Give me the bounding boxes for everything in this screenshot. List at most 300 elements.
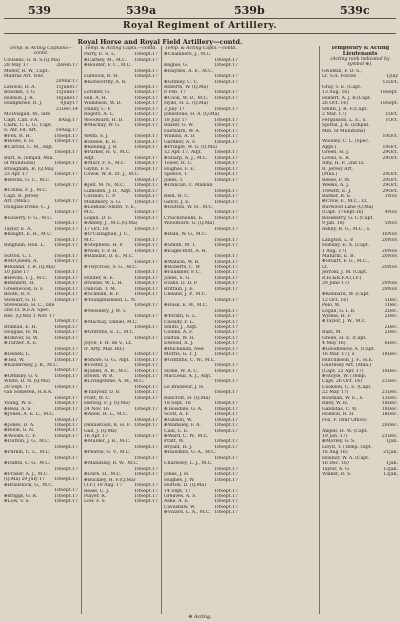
entry-date: 18Sept.17: [214, 477, 238, 483]
entry-name: Lubbock, R. H.: [84, 74, 119, 80]
entry-name: Lumsden, J. D., Adjt.: [84, 188, 132, 194]
entry-date: 2Dec.: [384, 330, 398, 336]
entry-date: 21Dec.: [381, 433, 398, 439]
entry-date: 18Sept.17: [134, 188, 158, 194]
entry-name: Greenwood, G. F.: [4, 286, 44, 292]
entry-date: 18Sept.17: [134, 166, 158, 172]
entry-name: ⊕Carroll, C. M., Adjt.: [4, 144, 54, 150]
entry-date: 18Sept.17: [54, 183, 78, 189]
entry-date: 1Jan.: [386, 439, 398, 445]
entry-date: 18Sept.17: [54, 493, 78, 499]
entry-date: 18Sept.17: [214, 472, 238, 478]
entry-name: Dalton, W. H.: [164, 335, 195, 341]
entry-name: ⊕Mulder, J. R., M.C.: [84, 439, 131, 445]
entry-date: 18Sept.17: [134, 226, 158, 232]
entry-date: 18Sept.17: [134, 303, 158, 309]
entry-name: ⊕Newbery, J. W. T.: [84, 308, 127, 314]
entry-name: Bryant, H. J.: [164, 444, 193, 450]
entry-date: 18Sept.17: [214, 488, 238, 494]
entry-name: 4 May 16): [322, 341, 346, 347]
entry-name: ⊕Haynes, A. E., M.C.: [164, 68, 214, 74]
entry-date: 18Sept.17: [134, 57, 158, 63]
entry-name: 28 May 17: [4, 63, 29, 69]
entry-date: 13Dec.: [381, 395, 398, 401]
entry-date: 18Sept.17: [214, 194, 238, 200]
entry-name: ⊕McQueen, A.: [4, 259, 38, 265]
entry-name: Gardner, A. F.: [164, 139, 197, 145]
entry-name: Fairbairn, W. A.: [164, 128, 201, 134]
entry-date: 18Sept.17: [214, 341, 238, 347]
entry-name: ⊕Pringle, W. G. (Q.Ma): [164, 145, 217, 150]
column-4: [322, 46, 398, 614]
entry-date: 18Sept.17: [54, 444, 78, 450]
entry-name: Wilkins, A. D.: [164, 134, 196, 140]
column-1-heading: Temp. & Acting Captains—contd.: [9, 46, 73, 57]
column-2: [84, 46, 158, 614]
entry-name: Smith, J., Adjt.: [164, 324, 198, 330]
entry-name: (Capt. 17Sept.16): [322, 210, 364, 216]
header-bottom-rule: [4, 33, 396, 34]
entry-name: Gabbitas, C. W.: [322, 406, 358, 412]
entry-name: ⊕Sharp, A. J., M.C.: [164, 155, 208, 161]
entry-name: 12 Oct. 16): [322, 297, 349, 303]
entry-date: 18Sept.17: [134, 406, 158, 412]
entry-name: R. Jersey Art.: [322, 166, 354, 172]
entry-date: 18Sept.17: [214, 324, 238, 330]
entry-date: 18Sept.17: [134, 499, 158, 505]
entry-date: 1Nov.: [384, 194, 398, 200]
entry-date: 18Sept.17: [214, 95, 238, 101]
entry-date: 18Sept.17: [134, 466, 158, 472]
entry-name: Hobday, E. A. (Capt.: [322, 243, 370, 249]
entry-date: 18Sept.17: [134, 292, 158, 298]
entry-date: 18Sept.17: [214, 123, 238, 129]
entry-date: 18Sept.17: [134, 117, 158, 123]
entry-name: White, D. N. (Q.Ma): [4, 379, 50, 385]
entry-row: [4, 499, 78, 504]
entry-date: 21Dec.: [381, 390, 398, 396]
entry-name: ⊕Hutton, W. H., M.C.: [164, 204, 214, 210]
entry-date: 18Sept.17: [54, 150, 78, 156]
entry-name: Fergusson, L. E., s.: [322, 117, 367, 123]
entry-date: 18Sept.17: [54, 368, 78, 374]
entry-date: 18Sept.17: [134, 488, 158, 494]
entry-name: Stone, W. A. C.: [164, 368, 199, 374]
entry-date: 18Sept.17: [214, 401, 238, 407]
entry-date: 18Sept.17: [134, 357, 158, 363]
entry-name: Green, H. E. (Capt.: [322, 335, 367, 341]
entry-name: ⊕Kindersley, J. B., M.C.: [4, 362, 59, 368]
entry-name: Pratt, W. C.: [84, 395, 111, 401]
entry-name: Jones, S. G.: [164, 275, 191, 281]
entry-date: 18Sept.17: [54, 281, 78, 287]
entry-name: Burwood Lane (Q.Ma): [322, 204, 374, 210]
entry-name: Gray, T. E. (Capt.: [322, 84, 362, 90]
entry-name: Cookson, C. E. (Capt.: [322, 384, 372, 390]
entry-date: 18Sept.17: [214, 177, 238, 183]
entry-name: Brown, W. R.: [84, 374, 114, 380]
entry-name: Woodward, H. D.: [84, 117, 124, 123]
entry-name: ⊕Rusk, E. W., M.C.: [164, 303, 208, 309]
entry-name: Webb, S. J.: [84, 134, 109, 140]
entry-date: 29Oct.: [382, 183, 398, 189]
entry-date: 18Sept.17: [214, 499, 238, 505]
entry-name: Riley, W. H.: [322, 401, 349, 407]
footer-note: ⊕ Acting.: [188, 614, 212, 620]
entry-name: ⊕Tallyour, D. B.: [84, 390, 121, 396]
entry-date: 18Sept.17: [54, 477, 78, 483]
entry-name: Hunter, R. E.: [84, 275, 115, 281]
entry-name: S. Afr. Fd. Art.: [4, 128, 38, 134]
entry-date: 10Oct.: [382, 134, 398, 140]
entry-name: Jones, T.: [164, 177, 184, 183]
entry-date: 13Jan.: [383, 472, 398, 478]
entry-date: 18Sept.17: [54, 297, 78, 303]
column-divider-3: [319, 46, 320, 614]
entry-name: ⊕Taylor, J. W., M.C.: [322, 319, 367, 325]
entry-name: 22 May 17): [322, 390, 349, 396]
entry-date: 18Sept.17: [214, 79, 238, 85]
entry-name: ⊕Watson, W. R.: [164, 259, 200, 265]
entry-date: 18Sept.17: [134, 374, 158, 380]
entry-name: Gall, J. (Q.Ma): [84, 428, 117, 434]
entry-name: Hubert, A. J. B.(Capt.: [322, 95, 372, 101]
entry-row: [322, 472, 398, 477]
entry-name: Honnor, W. A. (Capt.: [322, 455, 370, 461]
entry-date: 18Sept.17: [134, 455, 158, 461]
entry-name: ⊕Teasdale, G. A.: [164, 406, 203, 412]
entry-date: 18Sept.17: [54, 357, 78, 363]
entry-date: 18Sept.17: [214, 406, 238, 412]
entry-date: 18Sept.17: [214, 134, 238, 140]
entry-name: ⊕Faulkner, P. C.: [164, 270, 201, 276]
entry-name: McDougall, M., late: [4, 112, 51, 118]
entry-date: 18Sept.17: [54, 161, 78, 167]
entry-name: Hughes, F. E.: [164, 166, 196, 172]
entry-date: 18Sept.17: [54, 259, 78, 265]
entry-name: ⊕Buchanan, Neil: [164, 346, 204, 352]
entry-name: Logan, D. E.: [84, 215, 113, 221]
entry-name: Hodson, R. H.: [322, 412, 355, 418]
entry-name: Begbie, G.: [164, 63, 189, 69]
entry-date: 18Sept.17: [134, 52, 158, 58]
entry-name: ⊕Mandslay, R. W., M.C.: [84, 461, 139, 467]
entry-date: 18Sept.17: [134, 335, 158, 341]
entry-name: Baxter, G. W.: [164, 123, 194, 129]
entry-name: ⊕Roberts, C. W.: [164, 264, 201, 270]
entry-name: Johnstone, H. A. (Q.Ma): [164, 112, 220, 118]
entry-name: Walker, R. S.: [322, 472, 352, 478]
entry-date: 18Sept.17: [214, 455, 238, 461]
entry-date: 18Sept.17: [54, 455, 78, 461]
entry-name: Rabi, M.: [322, 330, 342, 336]
entry-name: Stewart, G. D.: [4, 297, 37, 303]
entry-date: 18Sept.17: [134, 161, 158, 167]
column-2-heading: Temp. & Acting Capts.—contd.: [85, 46, 157, 51]
entry-date: 18Sept.17: [54, 133, 78, 139]
entry-date: 18Sept.17: [214, 504, 238, 510]
entry-date: 18Sept.17: [134, 363, 158, 369]
entry-name: Bancroft, H. (Q.Ma): [164, 395, 211, 401]
entry-name: ⊕Abbey, J., M.C.(Q.Ma): [84, 221, 138, 227]
entry-name: 29 June 17): [322, 281, 349, 287]
entry-date: 18Sept.17: [214, 63, 238, 69]
entry-name: Bingham, Hon. L.: [4, 243, 45, 248]
entry-date: 18Sept.17: [134, 85, 158, 91]
entry-date: 18Sept.17: [134, 134, 158, 140]
entry-date: 18Sept.17: [134, 68, 158, 74]
entry-name: ⊕Kenworthy, A. R.: [84, 79, 127, 85]
entry-date: 18Sept.17: [54, 384, 78, 390]
entry-name: ⊕Bennett, H.: [4, 281, 35, 287]
entry-name: Collins, A. F.: [164, 330, 194, 336]
entry-name: Lt.: [322, 264, 329, 270]
entry-date: 18Sept.17: [54, 373, 78, 379]
entry-date: 18Sept.17: [134, 395, 158, 401]
entry-name: Fox, F. (War Office): [322, 417, 367, 423]
entry-name: ⊕Noel, F. P. H.: [84, 248, 118, 254]
entry-date: 18Sept.17: [214, 352, 238, 358]
entry-date: 4Nov.: [384, 210, 398, 216]
entry-date: 18Sept.17: [134, 112, 158, 118]
entry-date: 18Sept.17: [54, 319, 78, 325]
entry-date: 18Sept.17: [134, 483, 158, 489]
entry-name: ⊕Knight, E. H., M.C.: [4, 232, 53, 238]
entry-name: ⊕Youngbusband, L. N.: [84, 297, 137, 303]
entry-name: Clark, C. L. G., Capt.: [4, 123, 53, 129]
entry-date: 18Sept.17: [134, 417, 158, 423]
entry-name: Burt, A. (Empld. Min.: [4, 155, 54, 161]
entry-name: ⊕Beal, A. S.: [4, 406, 32, 412]
entry-date: 29Oct.: [382, 172, 398, 178]
entry-date: 29Oct.: [382, 188, 398, 194]
entry-date: 18Sept.17: [54, 286, 78, 292]
entry-name: ⊕Dutton, J. G., M.C.: [4, 439, 51, 445]
entry-name: ⊕Bevan, G. C., M.C.: [4, 177, 51, 183]
entry-name: Ashby, R. G., M.C., s.: [322, 226, 371, 232]
entry-date: 18Sept.17: [54, 417, 78, 423]
entry-name: ⊕Boulter, F. C., M.C.: [84, 63, 132, 69]
entry-name: Amy, H. P., 2nd Lt.: [322, 161, 365, 167]
entry-name: ⊕Shore, G. G., Adjt.: [84, 357, 130, 363]
entry-name: ⊕Abell, H. L., M.C.: [84, 412, 129, 418]
entry-name: 19 Jan. 17): [322, 433, 348, 439]
entry-name: Maturin, E. B.: [322, 254, 355, 259]
entry-name: ⊕Bain, W. G., M.C.: [164, 232, 208, 238]
entry-name: Cavashaw, W.: [164, 504, 196, 510]
entry-date: 18Sept.17: [134, 248, 158, 254]
entry-date: 18Sept.17: [134, 281, 158, 287]
entry-name: Logan, G. I. R.: [322, 308, 356, 314]
entry-date: 18Sept.17: [214, 363, 238, 369]
entry-date: 18Sept.17: [214, 264, 238, 270]
entry-name: Brougham, R. (Q.Ma): [4, 166, 54, 172]
column-1-entries: [4, 58, 78, 505]
entry-date: 18Sept.17: [214, 254, 238, 260]
entry-date: 18Sept.17: [134, 90, 158, 96]
entry-date: 9July17: [60, 101, 78, 107]
entry-name: ⊕Jubell, A. R., M.C.: [84, 368, 130, 374]
entry-date: 20Mar.17: [55, 79, 78, 85]
entry-name: 20 Sept. 17: [4, 384, 31, 390]
entry-date: 18Sept.17: [214, 466, 238, 472]
entry-date: 18Sept.17: [214, 172, 238, 178]
entry-name: Hill, A. H.: [84, 95, 108, 101]
entry-name: Lawson, D. A.: [4, 84, 36, 90]
entry-date: 18Sept.17: [214, 243, 238, 249]
entry-date: 18Sept.17: [214, 390, 238, 396]
entry-date: 1Jan.: [386, 461, 398, 467]
entry-name: Humphries, R. J.: [4, 101, 43, 107]
entry-date: 18Sept.17: [214, 166, 238, 172]
entry-date: 18Sept.17: [214, 368, 238, 374]
entry-date: 18Sept.17: [134, 183, 158, 189]
entry-name: ⊕Bradstock, G., M.C.: [4, 482, 54, 488]
entry-name: ⊕Teil, W.: [4, 357, 25, 363]
header-top-rule: [4, 18, 396, 19]
entry-name: Hughes, J. W.: [164, 477, 195, 483]
entry-name: Roberts, W. (Q.Ma): [164, 85, 209, 91]
entry-name: Douglas, H. M.: [4, 330, 39, 336]
entry-date: 18Sept.17: [54, 488, 78, 494]
entry-date: 1Oct.: [385, 112, 398, 118]
entry-name: Elwood, A. J.: [164, 341, 194, 347]
entry-name: Douglas-Irvine, C. J.: [4, 204, 51, 210]
entry-date: 18Sept.17: [134, 472, 158, 478]
column-divider-2: [161, 46, 162, 614]
entry-name: Barker, R. E.: [322, 194, 352, 200]
entry-date: 29Oct.: [382, 150, 398, 156]
entry-date: 18Sept.17: [214, 128, 238, 134]
page-number-bar: [0, 4, 400, 18]
entry-date: 18Sept.17: [134, 210, 158, 216]
entry-name: ⊕Jones, A. E. L., M.C.: [4, 412, 55, 418]
entry-name: ⊕Keeling, J. B.: [84, 145, 118, 150]
entry-date: 18Sept.17: [134, 199, 158, 205]
entry-name: Ir. Arty. Mid. Rif.): [84, 346, 125, 352]
entry-name: Glynn, F. F.: [84, 166, 110, 172]
entry-date: 18Sept.17: [214, 226, 238, 232]
entry-date: 18Sept.17: [54, 270, 78, 276]
entry-name: ⊕Dare, H., M.C.: [84, 472, 122, 478]
entry-name: ⊕Marr, F. S., M.C.: [84, 161, 126, 167]
entry-name: Hobson, J. R.: [4, 95, 35, 101]
entry-name: 16 Apr. 17: [84, 434, 109, 440]
entry-date: 18Sept.17: [214, 57, 238, 63]
entry-name: ⊕Mackay, W. G.: [84, 123, 121, 129]
entry-name: Scott, A. F.: [164, 412, 190, 418]
entry-date: 18Sept.17: [214, 275, 238, 281]
entry-date: 18Sept.17: [54, 422, 78, 428]
entry-name: M.C.: [84, 237, 95, 243]
entry-name: Capt. R. Jersey: [4, 193, 39, 199]
entry-date: 18Sept.17: [134, 237, 158, 243]
entry-name: ⊕O'Callaghan, J. C.,: [84, 232, 131, 238]
entry-name: Woodward, G. (Q.Ma): [164, 221, 215, 227]
entry-name: ⊕Buckley, H. F.(Q.Ma): [84, 477, 136, 483]
entry-name: Cleland, J. P., M.C.: [164, 292, 207, 298]
entry-date: 18Sept.17: [134, 275, 158, 281]
entry-name: Weeks, A. J.: [322, 183, 350, 189]
entry-date: 18Dec.: [381, 412, 398, 418]
entry-name: ⊕Collas, F. J., M.C.: [4, 188, 48, 194]
entry-name: ⊕Ward, C. W., M.C.: [164, 434, 209, 440]
entry-name: 24 Nov. 16: [84, 406, 109, 412]
entry-name: Sutton, C. I.: [4, 253, 32, 259]
entry-name: Taylor, E. A.: [4, 226, 32, 232]
entry-date: 18Sept.17: [54, 210, 78, 216]
entry-date: 18Sept.17: [214, 417, 238, 423]
entry-name: ⊕Parker, H. V., M.C.: [84, 150, 131, 156]
entry-date: 1Oct.: [385, 117, 398, 123]
entry-date: 18Sept.17: [214, 444, 238, 450]
entry-name: ⊕Hawkins, G. A., M.C.: [164, 450, 217, 456]
entry-date: 6Dec.: [384, 341, 398, 347]
entry-date: 18Sept.17: [134, 155, 158, 161]
entry-name: ⊕Eagle-Bott, A. H.: [164, 248, 208, 254]
entry-name: Rogers, A. L.: [84, 112, 115, 118]
entry-date: 18Sept.17: [214, 439, 238, 445]
entry-date: 18Sept.17: [54, 275, 78, 281]
entry-name: Stevenson, H. C., late: [4, 302, 55, 308]
entry-date: 10Oct.: [382, 144, 398, 150]
entry-name: Spence, T.: [164, 172, 188, 178]
entry-name: Madras Art. Vols.: [4, 73, 45, 79]
entry-name: 17 Oct. 16: [84, 226, 109, 232]
entry-name: ⊕Goodfellow, A. (Capt.: [322, 346, 375, 352]
entry-name: ⊕Griffiths, C. W., M.C.: [164, 357, 216, 363]
entry-name: 8 Feb. 17: [164, 90, 186, 96]
entry-name: Bowman, W. E., s.: [322, 395, 364, 401]
entry-date: 20Dec.: [381, 423, 398, 429]
entry-name: (Capt. 22 Apr. 17): [322, 368, 364, 374]
entry-date: 18Sept.17: [134, 95, 158, 101]
entry-name: Browne, W. L. H.: [84, 281, 124, 287]
entry-date: 18Sept.17: [134, 270, 158, 276]
entry-date: 15Oct.: [382, 79, 398, 85]
entry-date: 18Sept.17: [54, 243, 78, 248]
entry-date: 18Sept.17: [134, 145, 158, 150]
entry-name: Appt.): [322, 144, 337, 150]
entry-date: 18Sept.17: [214, 237, 238, 243]
entry-date: 18Sept.17: [214, 210, 238, 216]
entry-date: 18Sept.17: [134, 390, 158, 396]
entry-date: 18Sept.17: [54, 401, 78, 407]
entry-date: 21Dec.14: [55, 106, 78, 112]
entry-name: ⊕Stoyle, W. (Temp.: [322, 373, 367, 379]
entry-name: Taylor, A. G.: [322, 466, 351, 472]
entry-date: 18Sept.17: [214, 188, 238, 194]
entry-name: ⊕Griffiths, E. L., M.C.: [84, 330, 135, 336]
entry-name: Res. (Q.Ma) 1 Nov. 17: [4, 313, 55, 319]
entry-date: 18Sept.17: [134, 215, 158, 221]
entry-date: 18Sept.17: [214, 346, 238, 352]
entry-name: Gwatkin, F. D. S.,: [322, 68, 363, 74]
entry-date: 18Sept.17: [54, 237, 78, 243]
entry-name: ⊕Ormsby, G. V.: [4, 373, 39, 379]
entry-name: 9 Jan. 18): [322, 221, 345, 227]
entry-name: ⊕Stephens, H. P.: [84, 243, 123, 249]
entry-name: Horton, D. (Q.Ma): [164, 483, 206, 489]
entry-name: Evans, D. D. P.: [164, 281, 198, 287]
entry-date: 18Sept.17: [54, 346, 78, 352]
entry-date: 2Dec.: [384, 313, 398, 319]
page-number-539a: 539a: [126, 4, 157, 17]
column-4-entries: [322, 69, 398, 478]
entry-date: 18Sept.17: [214, 270, 238, 276]
entry-name: 16 Mar. 17), s.: [322, 352, 356, 358]
entry-date: 18Sept.17: [134, 139, 158, 145]
